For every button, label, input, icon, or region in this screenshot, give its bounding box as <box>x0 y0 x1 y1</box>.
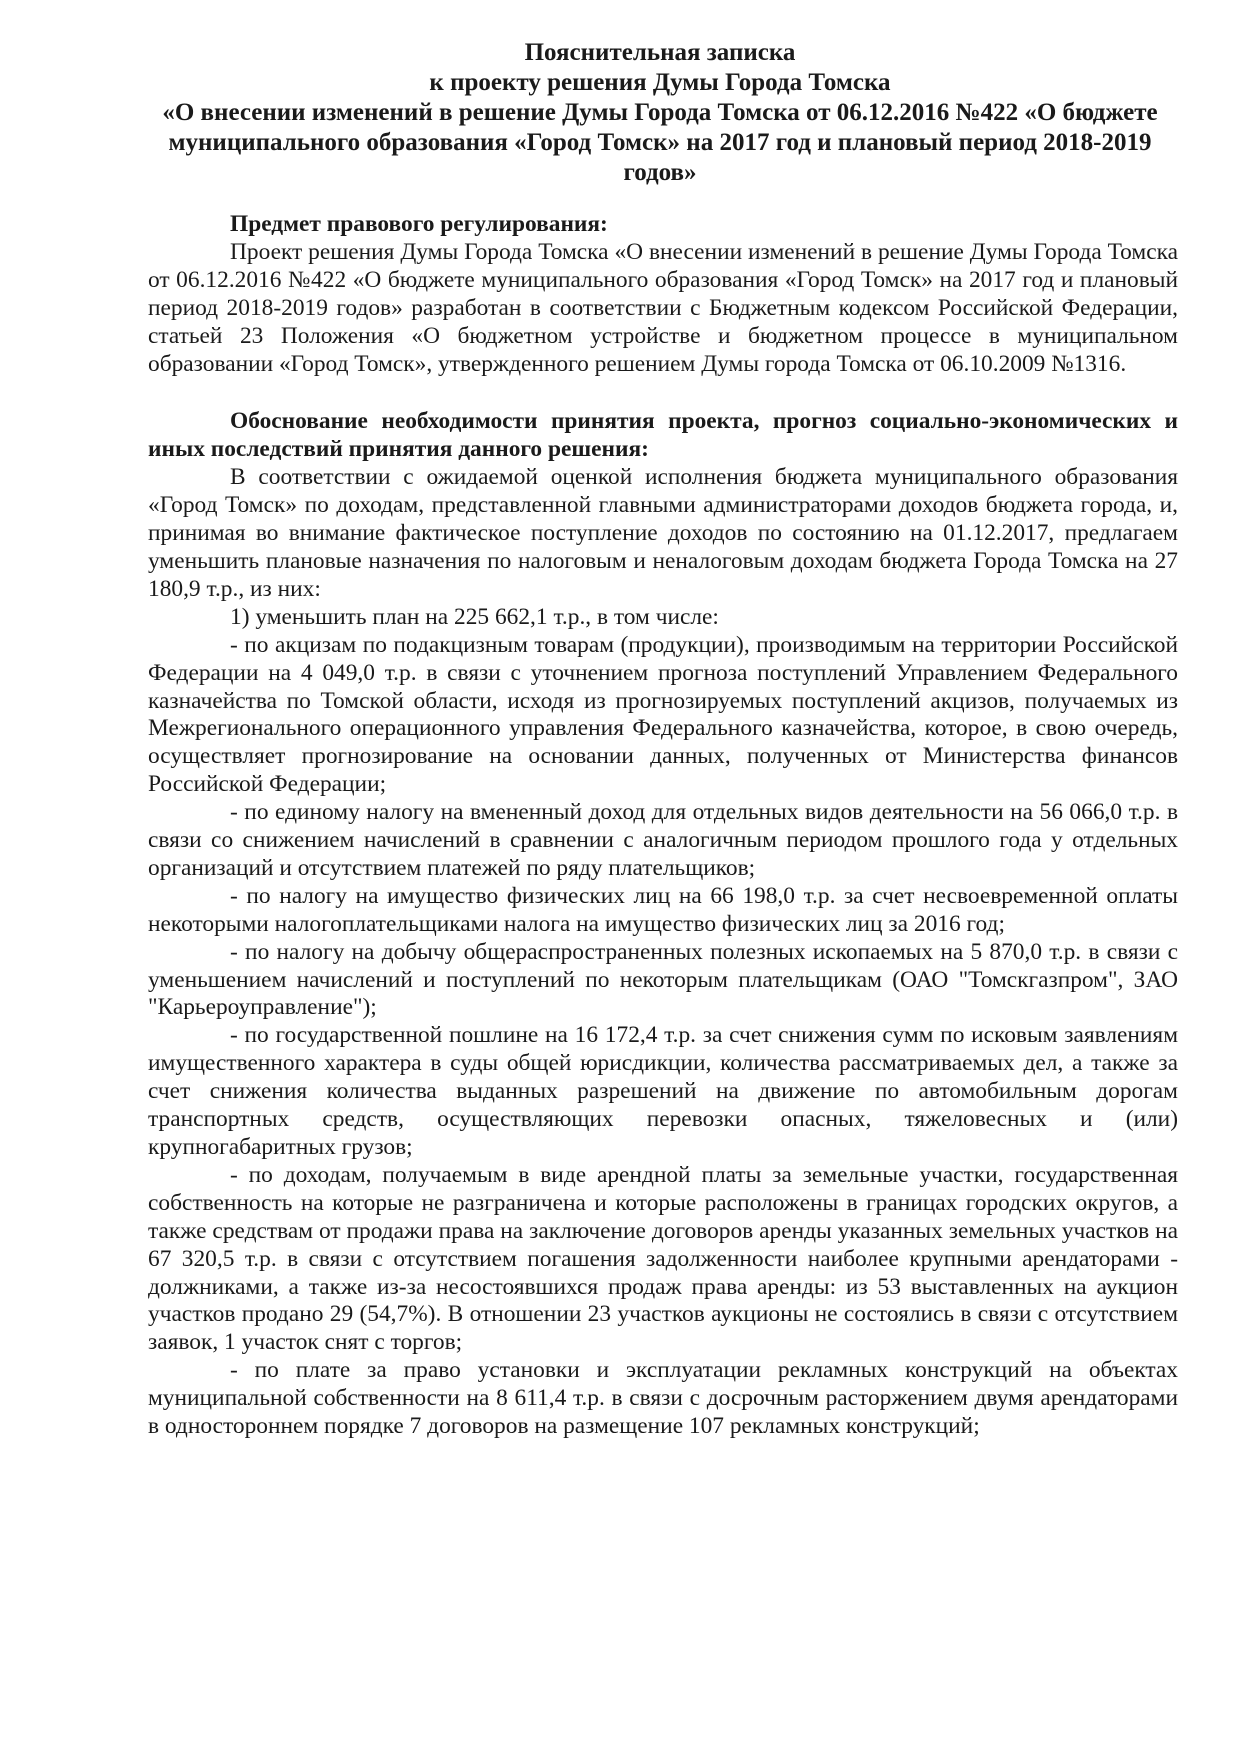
document-title <box>150 38 1170 188</box>
title-line-2: к проекту решения Думы Города Томска <box>429 69 891 96</box>
title-line-5: годов» <box>623 159 697 186</box>
title-line-1: Пояснительная записка <box>524 39 796 66</box>
list-item-excise: - по акцизам по подакцизным товарам (продукции), производимым на территории Российской Федерации на 4 049,0 т.р. в связи с уточнением прогноза поступлений Управлением Федерального казначейства по Томской области, исходя из прогнозируемых поступлений акцизов, получаемых из Межрегионального операционного управления Федерального казначейства, которое, в свою очередь, осуществляет прогнозирование на основании данных, полученных от Министерства финансов Российской Федерации; <box>148 631 1178 798</box>
list-item-advertising: - по плате за право установки и эксплуатации рекламных конструкций на объектах муниципальной собственности на 8 611,4 т.р. в связи с досрочным расторжением двумя арендаторами в одностороннем порядке 7 договоров на размещение 107 рекламных конструкций; <box>148 1357 1178 1440</box>
spacer <box>148 378 1178 408</box>
paragraph-point-1: 1) уменьшить план на 225 662,1 т.р., в том числе: <box>230 603 719 630</box>
title-line-3: «О внесении изменений в решение Думы Города Томска от 06.12.2016 №422 «О бюджете <box>162 99 1158 126</box>
list-item-property-tax: - по налогу на имущество физических лиц на 66 198,0 т.р. за счет несвоевременной оплаты некоторыми налогоплательщиками налога на имущество физических лиц за 2016 год; <box>148 882 1178 937</box>
section-heading-subject: Предмет правового регулирования: <box>230 211 608 237</box>
list-item-imputed-tax: - по единому налогу на вмененный доход для отдельных видов деятельности на 56 066,0 т.р. в связи со снижением начислений в сравнении с аналогичным периодом прошлого года у отдельных организаций и отсутствием платежей по ряду плательщиков; <box>148 799 1178 881</box>
paragraph-subject: Проект решения Думы Города Томска «О внесении изменений в решение Думы Города Томска от 06.12.2016 №422 «О бюджете муниципального образования «Город Томск» на 2017 год и плановый период 2018-2019 годов» разработан в соответствии с Бюджетным кодексом Российской Федерации, статьей 23 Положения «О бюджетном устройстве и бюджетном процессе в муниципальном образовании «Город Томск», утвержденного решением Думы города Томска от 06.10.2009 №1316. <box>148 238 1178 377</box>
document-body <box>148 211 1178 1441</box>
list-item-state-duty: - по государственной пошлине на 16 172,4 т.р. за счет снижения сумм по исковым заявлениям имущественного характера в суды общей юрисдикции, количества рассматриваемых дел, а также за счет снижения количества выданных разрешений на движение по автомобильным дорогам транспортных средств, осуществляющих перевозки опасных, тяжеловесных и (или) крупногабаритных грузов; <box>148 1022 1178 1160</box>
list-item-mining-tax: - по налогу на добычу общераспространенных полезных ископаемых на 5 870,0 т.р. в связи с уменьшением начислений и поступлений по некоторым плательщикам (ОАО "Томскгазпром", ЗАО "Карьероуправление"); <box>148 938 1178 1021</box>
list-item-land-rent: - по доходам, получаемым в виде арендной платы за земельные участки, государственная собственность на которые не разграничена и которые расположены в границах городских округов, а также средствам от продажи права на заключение договоров аренды указанных земельных участков на 67 320,5 т.р. в связи с отсутствием погашения задолженности наиболее крупными арендаторами - должниками, а также из-за несостоявшихся продаж права аренды: из 53 выставленных на аукцион участков продано 29 (54,7%). В отношении 23 участков аукционы не состоялись в связи с отсутствием заявок, 1 участок снят с торгов; <box>148 1161 1178 1356</box>
paragraph-intro: В соответствии с ожидаемой оценкой исполнения бюджета муниципального образования «Город Томск» по доходам, представленной главными администраторами доходов бюджета города, и, принимая во внимание фактическое поступление доходов по состоянию на 01.12.2017, предлагаем уменьшить плановые назначения по налоговым и неналоговым доходам бюджета Города Томска на 27 180,9 т.р., из них: <box>148 464 1178 602</box>
section-heading-rationale: Обоснование необходимости принятия проекта, прогноз социально-экономических и иных последствий принятия данного решения: <box>148 408 1178 463</box>
title-line-4: муниципального образования «Город Томск» на 2017 год и плановый период 2018-2019 <box>168 129 1152 156</box>
